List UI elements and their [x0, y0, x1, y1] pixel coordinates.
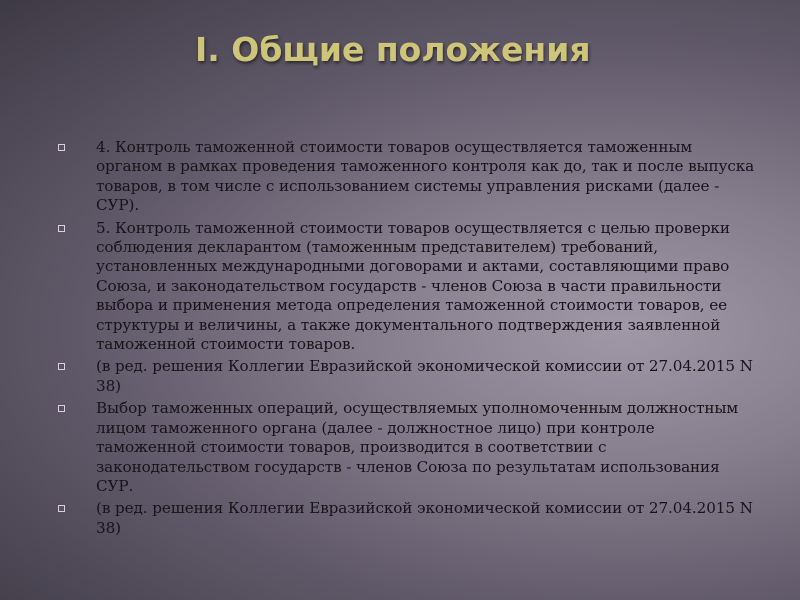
list-item [58, 399, 758, 496]
square-bullet-icon [58, 505, 65, 512]
square-bullet-icon [58, 363, 65, 370]
list-item-text: 4. Контроль таможенной стоимости товаров осуществляется таможенным органом в рамках проведения таможенного контроля как до, так и после выпуска товаров, в том числе с использованием системы управления рисками (далее - СУР). [96, 138, 755, 215]
list-item-text: 5. Контроль таможенной стоимости товаров осуществляется с целью проверки соблюдения декларантом (таможенным представителем) требований, установленных международными договорами и актами, составляющими право Союза, и законодательством государств - членов Союза в части правильности выбора и применения метода определения таможенной стоимости товаров, ее структуры и величины, а также документального подтверждения заявленной таможенной стоимости товаров. [96, 218, 730, 354]
square-bullet-icon [58, 144, 65, 151]
list-item-text: Выбор таможенных операций, осуществляемых уполномоченным должностным лицом таможенного органа (далее - должностное лицо) при контроле таможенной стоимости товаров, производится в соответствии с законодательством государств - членов Союза по результатам использования СУР. [96, 399, 739, 495]
square-bullet-icon [58, 405, 65, 412]
list-item [58, 138, 758, 216]
list-item-text: (в ред. решения Коллегии Евразийской экономической комиссии от 27.04.2015 N 38) [96, 499, 753, 537]
list-item [58, 499, 758, 538]
list-item [58, 219, 758, 355]
list-item [58, 357, 758, 396]
list-item-text: (в ред. решения Коллегии Евразийской экономической комиссии от 27.04.2015 N 38) [96, 357, 753, 395]
slide-title: I. Общие положения [195, 30, 591, 69]
bullet-list [58, 138, 758, 541]
square-bullet-icon [58, 225, 65, 232]
